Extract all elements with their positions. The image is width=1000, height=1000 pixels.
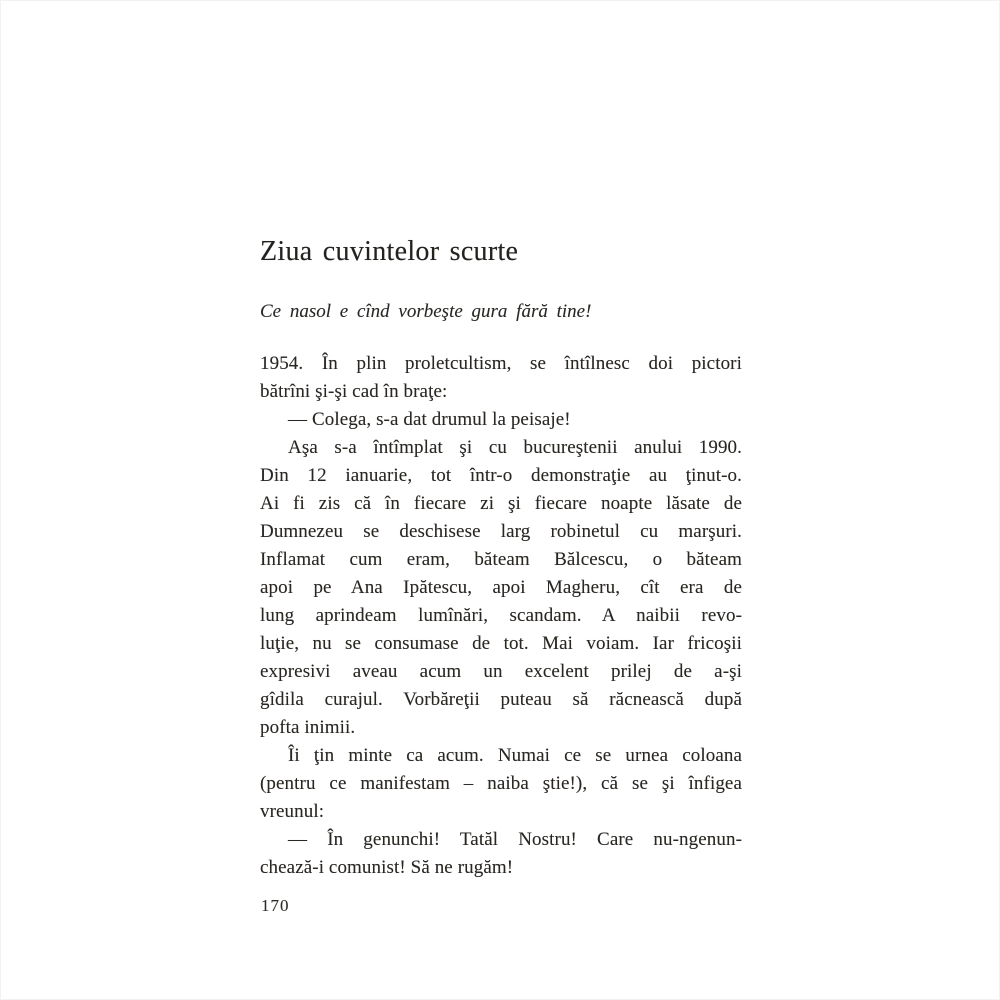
text-line: Îi ţin minte ca acum. Numai ce se urnea coloana <box>288 745 742 766</box>
body-text <box>260 350 742 882</box>
text-line: — Colega, s-a dat drumul la peisaje! <box>288 409 571 430</box>
page-number: 170 <box>261 896 290 915</box>
text-line: expresivi aveau acum un excelent prilej de a-şi <box>260 661 742 682</box>
text-line: 1954. În plin proletcultism, se întîlnesc doi pictori <box>260 353 742 374</box>
text-line: Inflamat cum eram, băteam Bălcescu, o băteam <box>260 549 742 570</box>
text-block <box>260 235 742 882</box>
text-line: lung aprindeam lumînări, scandam. A naibii revo- <box>260 605 742 626</box>
text-line: Dumnezeu se deschisese larg robinetul cu marşuri. <box>260 521 742 542</box>
text-line: — În genunchi! Tatăl Nostru! Care nu-ngenun- <box>288 829 742 850</box>
text-line: bătrîni şi-şi cad în braţe: <box>260 381 448 402</box>
text-line: chează-i comunist! Să ne rugăm! <box>260 857 514 878</box>
chapter-title: Ziua cuvintelor scurte <box>260 236 519 267</box>
text-line: vreunul: <box>260 801 325 822</box>
text-line: Din 12 ianuarie, tot într-o demonstraţie au ţinut-o. <box>260 465 742 486</box>
text-line: luţie, nu se consumase de tot. Mai voiam. Iar fricoşii <box>260 633 742 654</box>
text-line: gîdila curajul. Vorbăreţii puteau să răcnească după <box>260 689 742 710</box>
text-line: Aşa s-a întîmplat şi cu bucureştenii anului 1990. <box>288 437 742 458</box>
text-line: (pentru ce manifestam – naiba ştie!), că se şi înfigea <box>260 773 742 794</box>
text-line: pofta inimii. <box>260 717 356 738</box>
text-line: Ai fi zis că în fiecare zi şi fiecare noapte lăsate de <box>260 493 742 514</box>
text-line: apoi pe Ana Ipătescu, apoi Magheru, cît era de <box>260 577 742 598</box>
chapter-subtitle: Ce nasol e cînd vorbeşte gura fără tine! <box>260 301 592 322</box>
